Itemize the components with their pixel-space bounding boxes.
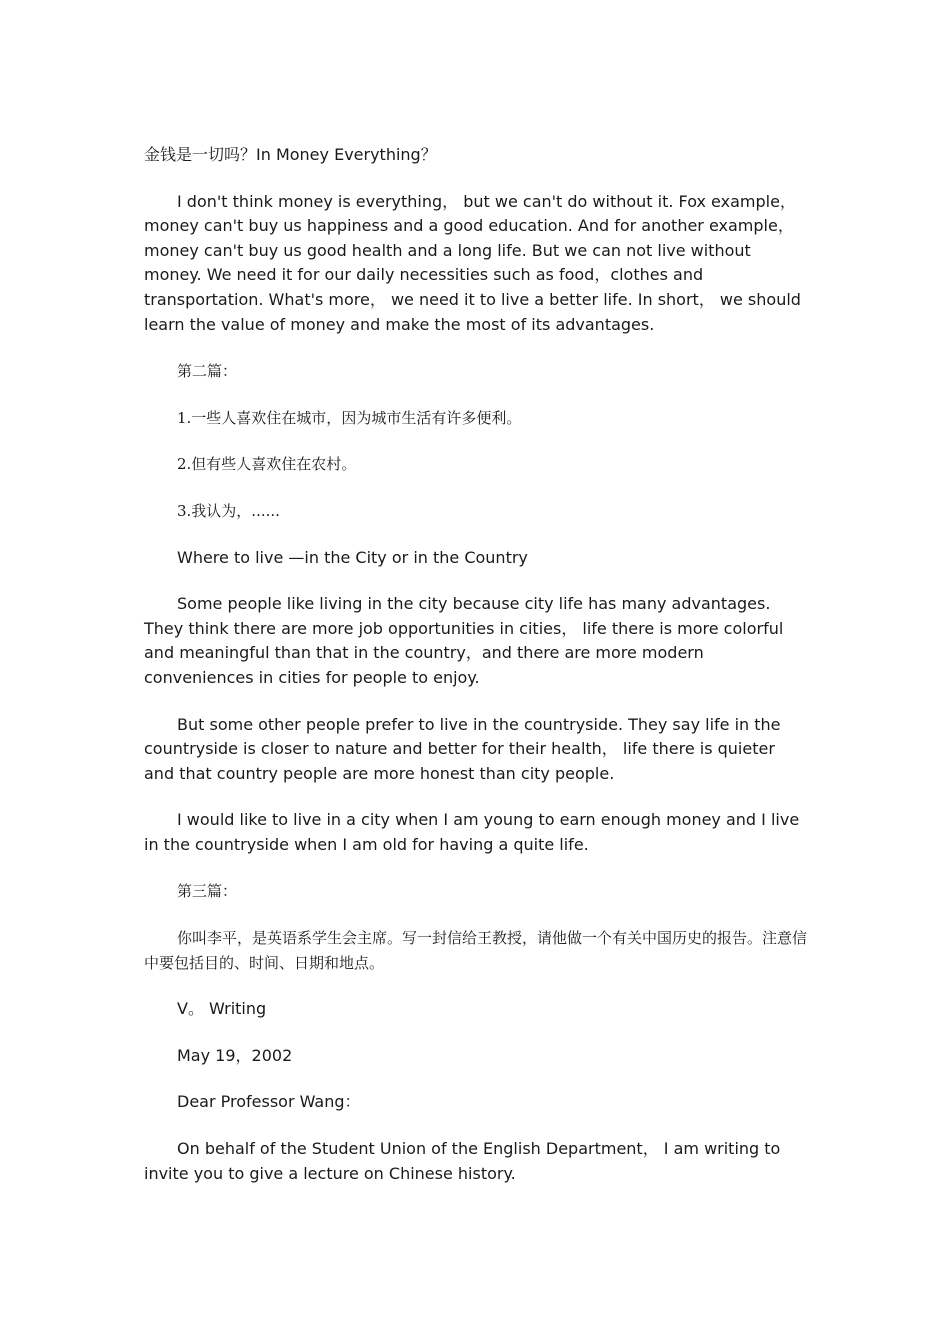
section-heading-second: 第二篇： xyxy=(177,362,238,381)
task-instructions: 你叫李平，是英语系学生会主席。写一封信给王教授，请他做一个有关中国历史的报告。注意信中要包括目的、时间、日期和地点。 xyxy=(144,929,808,972)
document-body xyxy=(144,143,810,1208)
outline-point-3: 3.我认为，...... xyxy=(177,501,280,520)
essay-title-where-to-live: Where to live —in the City or in the Country xyxy=(177,547,528,567)
paragraph-country-life: But some other people prefer to live in the countryside. They say life in the countryside is closer to nature and better for their health， life there is quieter and that country people are more honest than city people. xyxy=(144,714,781,783)
paragraph-city-life: Some people like living in the city because city life has many advantages. They think there are more job opportunities in cities， life there is more colorful and meaningful than that in the country，and there are more modern conveniences in cities for people to enjoy. xyxy=(144,594,784,687)
paragraph-money-essay: I don't think money is everything， but we can't do without it. Fox example， money can't buy us happiness and a good education. And for another example， money can't buy us good health and a long life. But we can not live without money. We need it for our daily necessities such as food，clothes and transportation. What's more， we need it to live a better life. In short， we should learn the value of money and make the most of its advantages. xyxy=(144,191,801,334)
document-title: 金钱是一切吗？In Money Everything？ xyxy=(144,145,437,164)
letter-body: On behalf of the Student Union of the English Department， I am writing to invite you to give a lecture on Chinese history. xyxy=(144,1139,781,1183)
letter-salutation: Dear Professor Wang： xyxy=(177,1092,361,1112)
letter-date: May 19，2002 xyxy=(177,1045,293,1065)
outline-point-1: 1.一些人喜欢住在城市，因为城市生活有许多便利。 xyxy=(177,408,522,427)
paragraph-opinion: I would like to live in a city when I am young to earn enough money and I live in the countryside when I am old for having a quite life. xyxy=(144,810,800,854)
outline-point-2: 2.但有些人喜欢住在农村。 xyxy=(177,455,357,474)
section-heading-third: 第三篇： xyxy=(177,882,238,901)
section-label-writing: Ⅴ。 Writing xyxy=(177,999,267,1019)
